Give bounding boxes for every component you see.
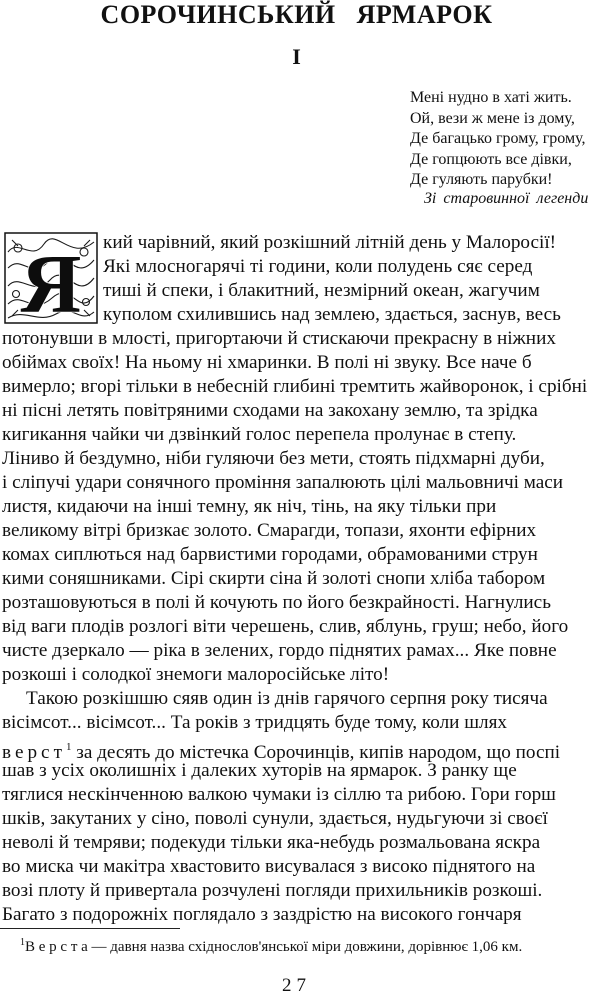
text-line: потонувши в млості, пригортаючи й стискаючи прекрасну в ніжних bbox=[2, 328, 556, 349]
epigraph-line: Де гуляють парубки! bbox=[410, 171, 553, 188]
epigraph-source: Зі старовинної легенди bbox=[424, 190, 589, 207]
text-line: куполом схилившись над землею, здається, заснув, весь bbox=[103, 304, 561, 325]
text-line: листя, кидаючи на інші темну, як ніч, тінь, на яку тільки при bbox=[2, 496, 497, 517]
text-line: вимерло; вгорі тільки в небесній глибині тремтить жайворонок, і срібні bbox=[2, 376, 588, 397]
epigraph-line: Де багацько грому, грому, bbox=[410, 130, 586, 147]
text-line-rest: за десять до містечка Сорочинців, кипів народом, що поспі bbox=[76, 742, 561, 763]
text-line: Такою розкішшю сяяв один із днів гарячого серпня року тисяча bbox=[26, 688, 548, 709]
text-line: кий чарівний, який розкішний літній день у Малоросії! bbox=[103, 232, 557, 253]
text-line: великому вітрі бризкає золото. Смарагди, топази, яхонти ефірних bbox=[2, 520, 537, 541]
text-line: і сліпучі удари сонячного проміння запалюють цілі мальовничі маси bbox=[2, 472, 564, 493]
text-line: кигикання чайки чи дзвінкий голос перепела пролунає в степу. bbox=[2, 424, 517, 445]
footnote-divider bbox=[0, 928, 180, 929]
text-line: неволі й темряви; подекуди тільки яка-небудь розмальована яскра bbox=[2, 832, 541, 853]
epigraph-line: Ой, вези ж мене із дому, bbox=[410, 109, 575, 127]
epigraph bbox=[410, 88, 593, 191]
text-line: Багато з подорожніх поглядало з заздрістю на високого гончаря bbox=[2, 904, 522, 925]
text-line: комах сиплються над барвистими городами, обрамованими струн bbox=[2, 544, 538, 565]
story-title: СОРОЧИНСЬКИЙ ЯРМАРОК bbox=[100, 0, 493, 29]
text-line: ні пісні летять повітряними сходами на закохану землю, та зрідка bbox=[2, 400, 538, 421]
text-line: від ваги плодів розлогі віти черешень, слив, яблунь, груш; небо, його bbox=[2, 616, 569, 637]
page-number: 27 bbox=[282, 975, 311, 996]
epigraph-line: Де гопцюють все дівки, bbox=[410, 150, 572, 168]
footnote bbox=[20, 937, 522, 956]
text-line: во миска чи макітра хвастовито висувалася з високо піднятого на bbox=[2, 856, 536, 877]
ornamental-dropcap bbox=[4, 232, 98, 324]
dropcap-letter: Я bbox=[20, 238, 82, 324]
footnote-marker: 1 bbox=[65, 741, 72, 753]
verst-word: верст bbox=[2, 742, 66, 763]
text-line: шків, закутаних у сіно, поволі сунули, здається, нудьгуючи зі своєї bbox=[2, 808, 548, 829]
text-line: Які млосногарячі ті години, коли полудень сяє серед bbox=[103, 256, 533, 277]
text-line: розкоші і солодкої знемоги малоросійське літо! bbox=[2, 664, 390, 685]
footnote-term: В е р с т а bbox=[25, 939, 88, 955]
text-line: чисте дзеркало — ріка в зелених, гордо піднятих рамах... Яке повне bbox=[2, 640, 557, 661]
text-line: шав з усіх околишніх і далеких хуторів на ярмарок. З ранку ще bbox=[2, 760, 517, 781]
text-line: вісімсот... вісімсот... Та років з тридцять буде тому, коли шлях bbox=[2, 712, 507, 733]
text-line: розташовуються в полі й кочують по його безкрайності. Нагнулись bbox=[2, 592, 551, 613]
text-line: Ліниво й бездумно, ніби гуляючи без мети, стоять підхмарні дуби, bbox=[2, 448, 545, 469]
text-line: тиші й спеки, і блакитний, незмірний океан, жагучим bbox=[103, 280, 540, 301]
text-line: тяглися нескінченною валкою чумаки із сіллю та рибою. Гори горш bbox=[2, 784, 556, 805]
text-line: обіймах своїх! На ньому ні хмаринки. В полі ні звуку. Все наче б bbox=[2, 352, 532, 373]
text-line: возі плоту й привертала розчулені погляди прихильників розкоші. bbox=[2, 880, 543, 901]
footnote-number: 1 bbox=[20, 937, 25, 948]
footnote-text: — давня назва східнослов'янської міри довжини, дорівнює 1,06 км. bbox=[91, 939, 523, 955]
chapter-number: I bbox=[292, 44, 301, 69]
epigraph-line: Мені нудно в хаті жить. bbox=[410, 89, 572, 106]
text-line: кими соняшниками. Сірі скирти сіна й золоті снопи хліба табором bbox=[2, 568, 546, 589]
